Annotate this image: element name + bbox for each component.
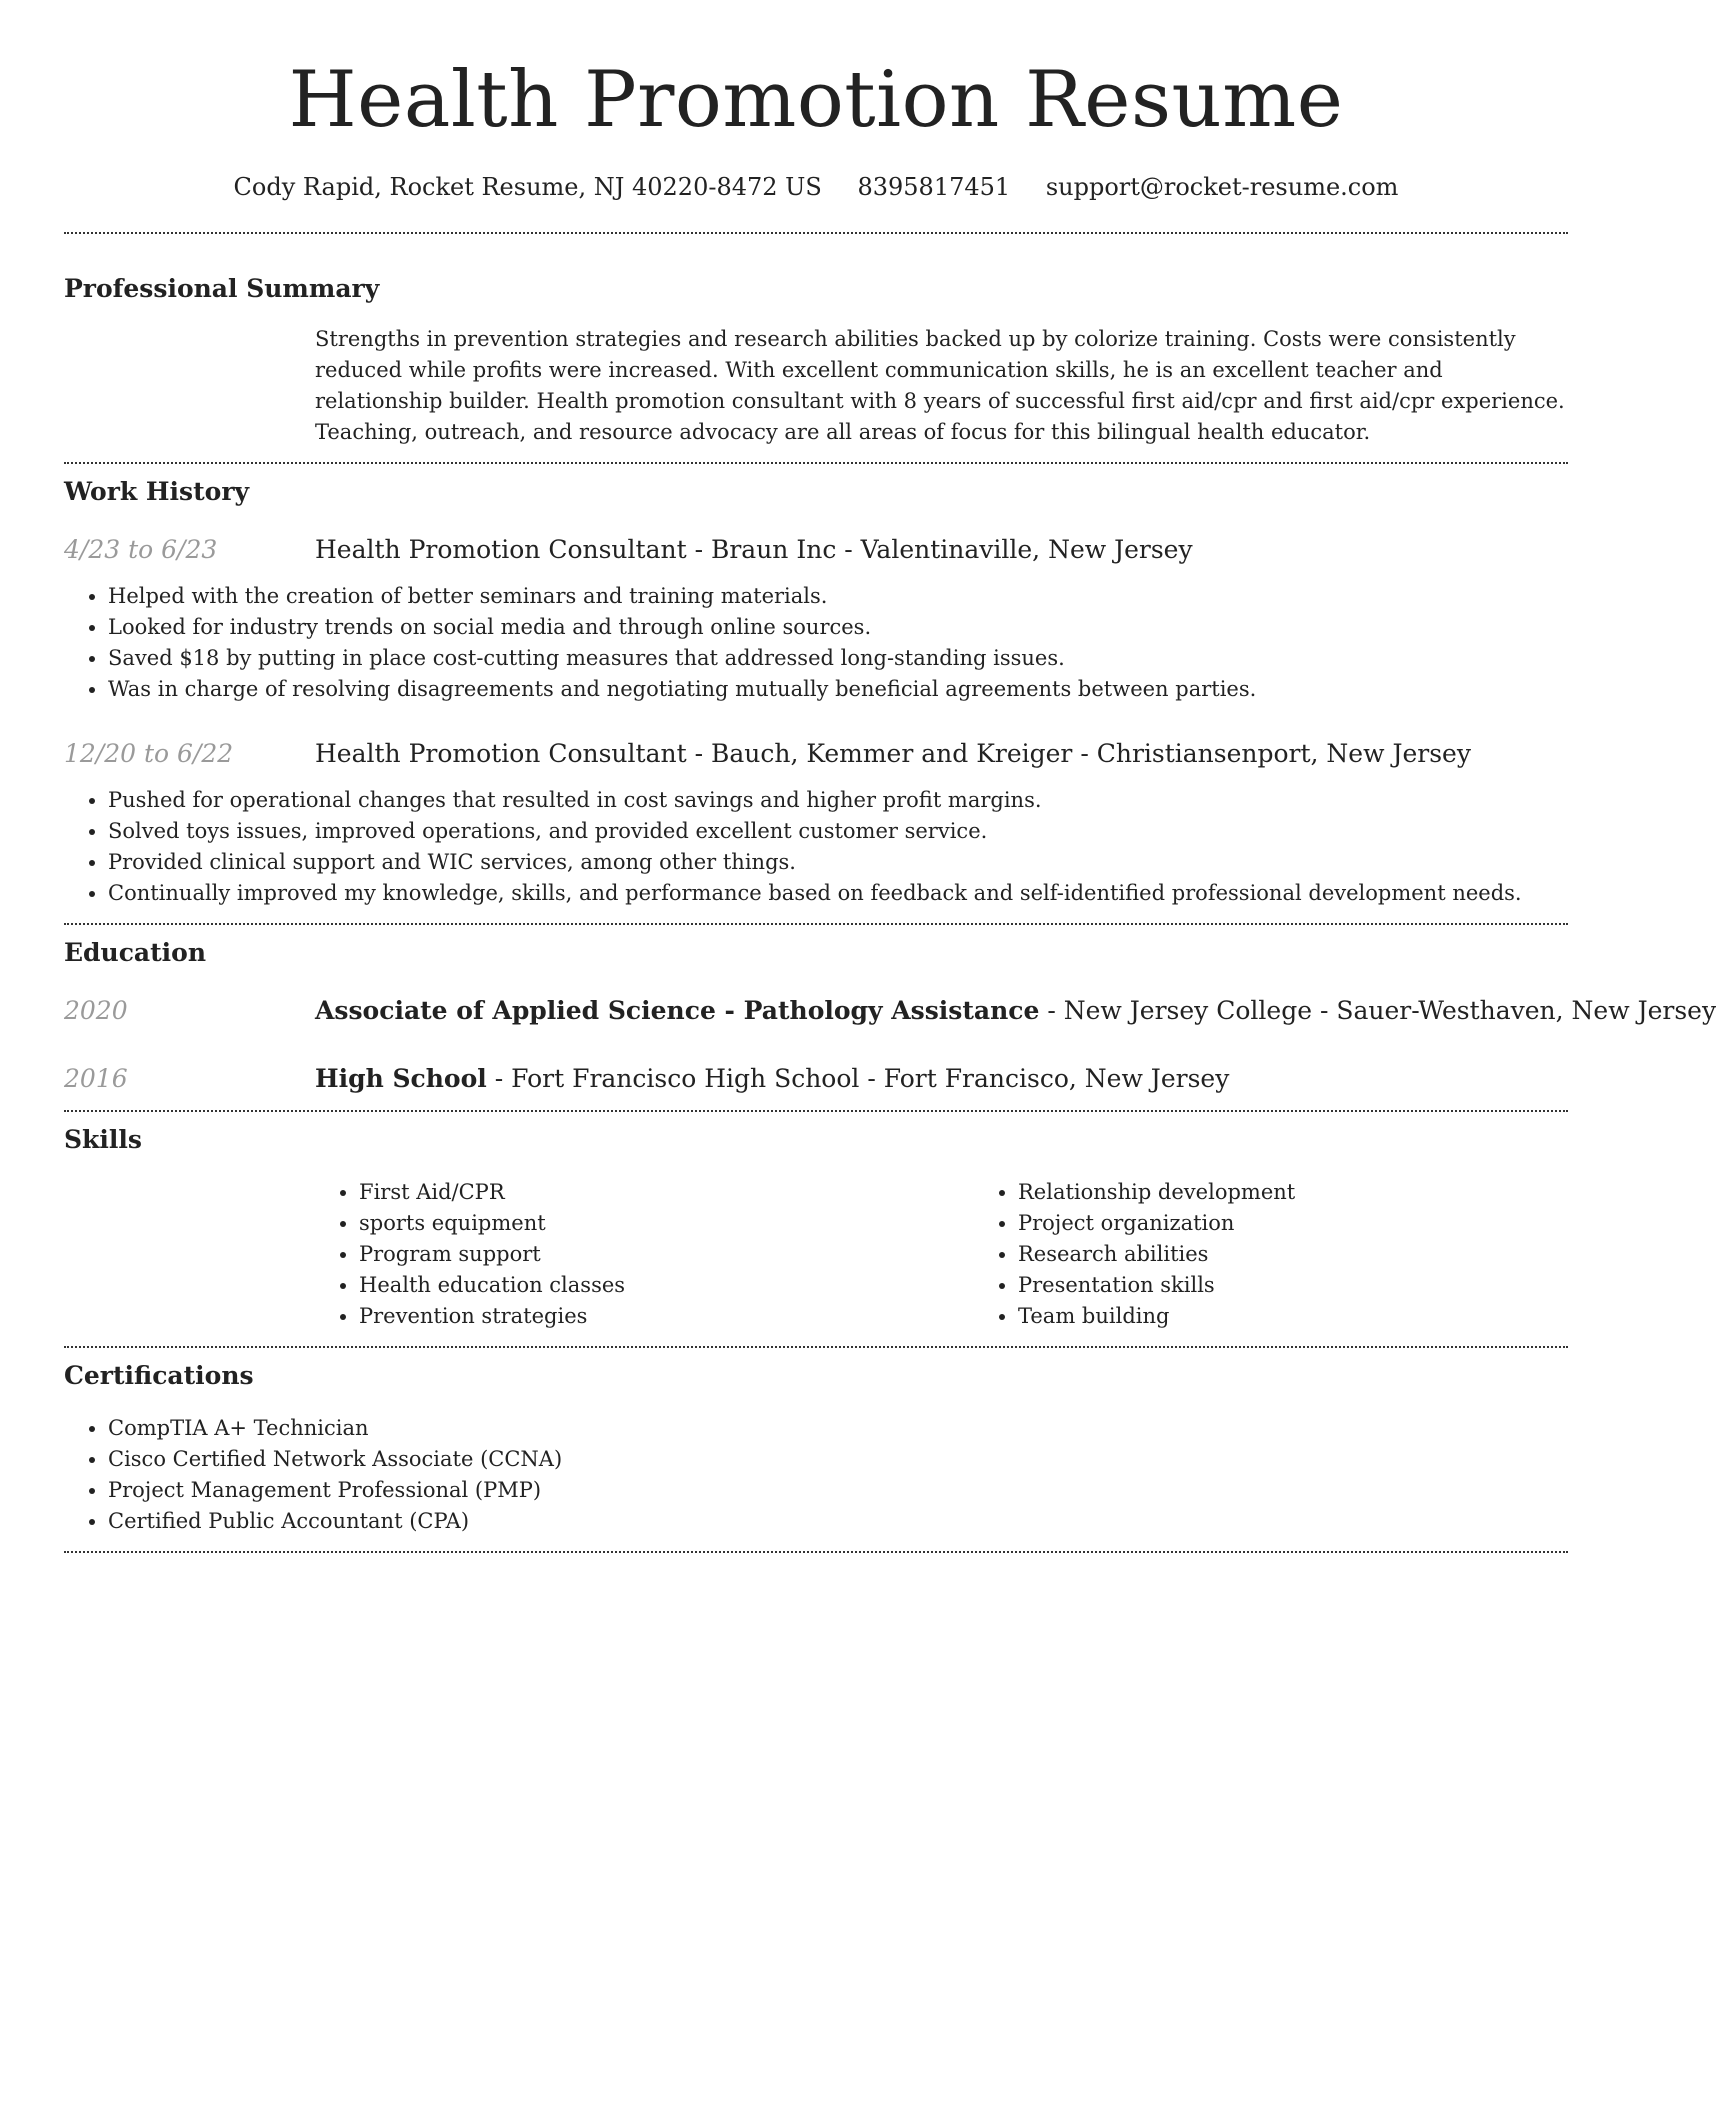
education-heading: Education: [64, 938, 207, 967]
education-section: [64, 936, 1716, 1096]
job-entry: [64, 533, 1568, 705]
list-item: • Team building: [1018, 1301, 1633, 1332]
list-item: • Project organization: [1018, 1208, 1633, 1239]
skills-list-right: [974, 1177, 1633, 1332]
job-title: Health Promotion Consultant: [315, 739, 687, 768]
contact-line: [64, 170, 1568, 204]
list-item: • First Aid/CPR: [359, 1177, 974, 1208]
list-item: • sports equipment: [359, 1208, 974, 1239]
list-item: • Project Management Professional (PMP): [108, 1475, 1568, 1506]
education-year: 2016: [64, 1064, 128, 1093]
list-item: • Saved $18 by putting in place cost-cutting measures that addressed long-standing issues.: [108, 643, 1568, 674]
education-school: - Fort Francisco High School - Fort Francisco, New Jersey: [486, 1064, 1230, 1093]
list-item: • Solved toys issues, improved operations, and provided excellent customer service.: [108, 816, 1568, 847]
work-section: [64, 475, 1568, 909]
certifications-heading: Certifications: [64, 1361, 254, 1390]
job-dates: 12/20 to 6/22: [64, 739, 234, 768]
section-divider: [64, 462, 1568, 464]
list-item: • Certified Public Accountant (CPA): [108, 1506, 1568, 1537]
list-item: • Provided clinical support and WIC services, among other things.: [108, 847, 1568, 878]
contact-address: Cody Rapid, Rocket Resume, NJ 40220-8472 US: [233, 173, 822, 201]
summary-text: Strengths in prevention strategies and research abilities backed up by colorize training. Costs were consistently reduced while profits were increased. With excellent communication skills, he is an excellent teacher and relationship builder. Health promotion consultant with 8 years of successful first aid/cpr and first aid/cpr experience. Teaching, outreach, and resource advocacy are all areas of focus for this bilingual health educator.: [315, 327, 1565, 444]
list-item: • Looked for industry trends on social media and through online sources.: [108, 612, 1568, 643]
education-entry: [64, 994, 1716, 1028]
job-bullets: [64, 785, 1568, 909]
list-item: • Helped with the creation of better seminars and training materials.: [108, 581, 1568, 612]
education-year: 2020: [64, 996, 128, 1025]
certifications-section: [64, 1359, 1568, 1537]
skills-list-left: [315, 1177, 974, 1332]
job-employer: - Braun Inc - Valentinaville, New Jersey: [686, 535, 1193, 564]
education-degree: High School: [315, 1064, 487, 1093]
skills-heading: Skills: [64, 1125, 142, 1154]
list-item: • Relationship development: [1018, 1177, 1633, 1208]
list-item: • Continually improved my knowledge, skills, and performance based on feedback and self-identified professional development needs.: [108, 878, 1568, 909]
education-heading-line: [315, 994, 1716, 1028]
list-item: • CompTIA A+ Technician: [108, 1413, 1568, 1444]
section-divider: [64, 232, 1568, 234]
list-item: • Was in charge of resolving disagreements and negotiating mutually beneficial agreements between parties.: [108, 674, 1568, 705]
education-entry: [64, 1062, 1568, 1096]
section-divider: [64, 1551, 1568, 1553]
job-bullets: [64, 581, 1568, 705]
job-heading: [315, 737, 1471, 771]
list-item: • Cisco Certified Network Associate (CCNA): [108, 1444, 1568, 1475]
summary-heading: Professional Summary: [64, 274, 380, 303]
job-entry: [64, 737, 1568, 909]
skills-columns: [315, 1177, 1568, 1332]
list-item: • Program support: [359, 1239, 974, 1270]
contact-phone: 8395817451: [857, 173, 1011, 201]
education-degree: Associate of Applied Science - Pathology Assistance: [315, 996, 1040, 1025]
job-heading: [315, 533, 1193, 567]
job-header: [64, 533, 1568, 567]
education-heading-line: [315, 1062, 1229, 1096]
work-heading: Work History: [64, 477, 250, 506]
contact-email: support@rocket-resume.com: [1045, 173, 1399, 201]
job-employer: - Bauch, Kemmer and Kreiger - Christiansenport, New Jersey: [686, 739, 1471, 768]
certifications-list: [64, 1413, 1568, 1537]
job-title: Health Promotion Consultant: [315, 535, 687, 564]
section-divider: [64, 1110, 1568, 1112]
section-divider: [64, 1346, 1568, 1348]
resume-title: Health Promotion Resume: [288, 55, 1344, 145]
list-item: • Prevention strategies: [359, 1301, 974, 1332]
summary-section: [64, 272, 1568, 448]
skills-section: [64, 1123, 1568, 1332]
job-dates: 4/23 to 6/23: [64, 535, 218, 564]
list-item: • Presentation skills: [1018, 1270, 1633, 1301]
section-divider: [64, 923, 1568, 925]
list-item: • Health education classes: [359, 1270, 974, 1301]
list-item: • Pushed for operational changes that resulted in cost savings and higher profit margins.: [108, 785, 1568, 816]
job-header: [64, 737, 1568, 771]
list-item: • Research abilities: [1018, 1239, 1633, 1270]
education-school: - New Jersey College - Sauer-Westhaven, New Jersey: [1039, 996, 1716, 1025]
